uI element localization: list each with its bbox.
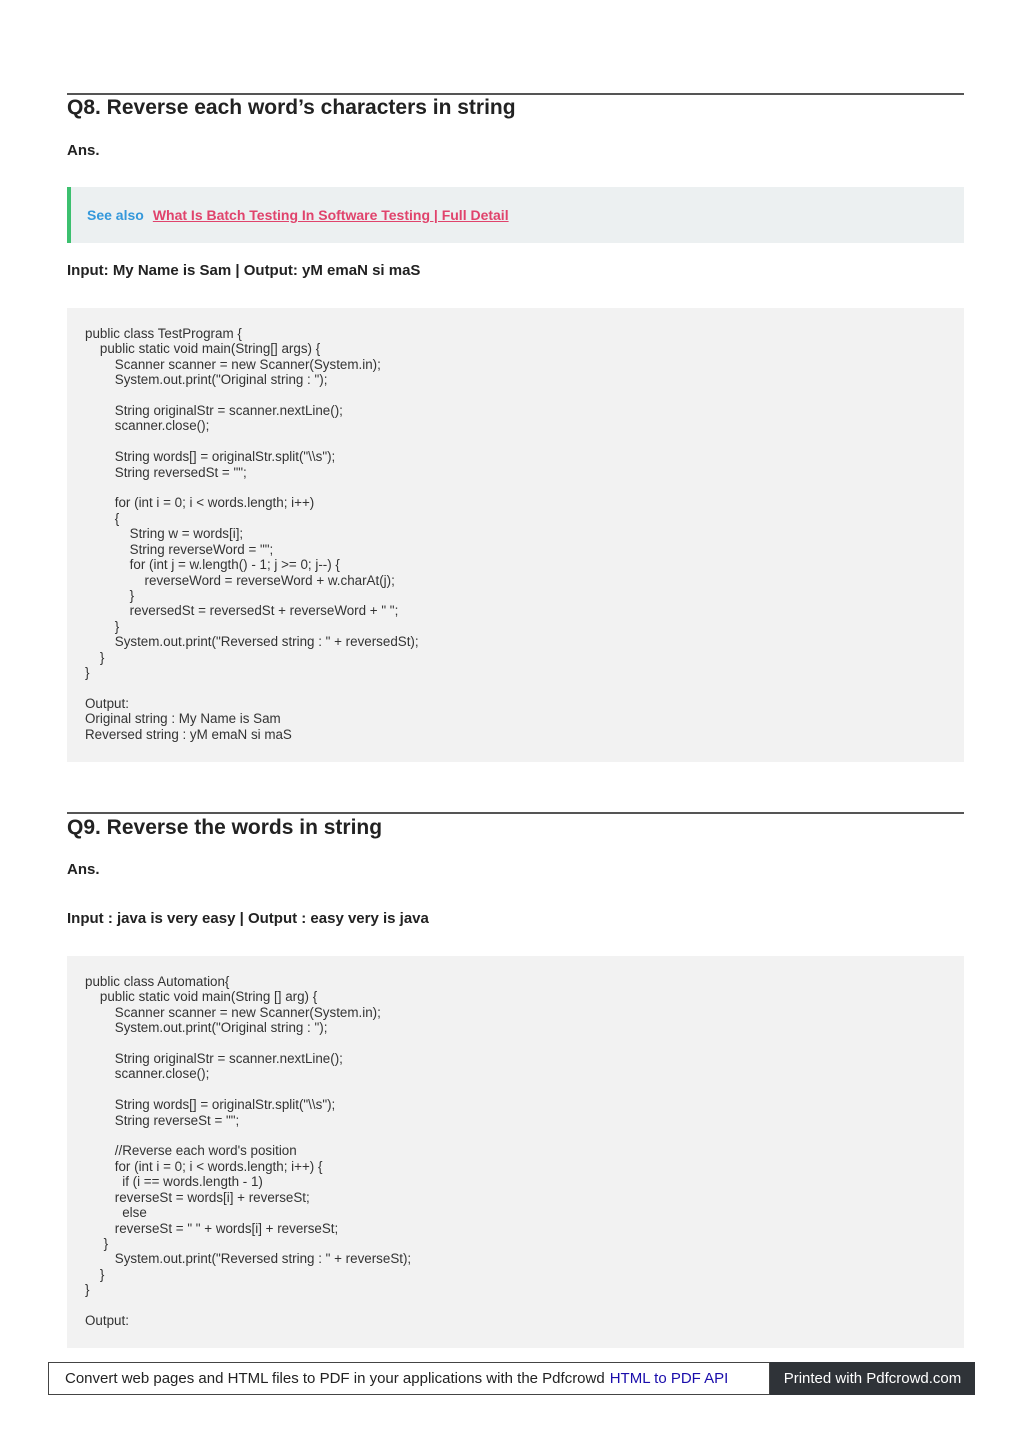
q8-code: public class TestProgram { public static void main(String[] args) { Scanner scanner = new Scanner(System.in); System.out.print("Original string : "); String originalStr = scanner.nextLine(); scanner.close(); String words[] = originalStr.split("\\s"); String reversedSt = ""; for (int i = 0; i < words.length; i++) { String w = words[i]; String reverseWord = ""; for (int j = w.length() - 1; j >= 0; j--) { reverseWord = reverseWord + w.charAt(j); } reversedSt = reversedSt + reverseWord + " "; } System.out.print("Reversed string : " + reversedSt); } } Output: Original string : My Name is Sam Reversed string : yM emaN si maS	[85, 326, 419, 742]
q8-code-block	[67, 308, 964, 762]
q9-code: public class Automation{ public static void main(String [] arg) { Scanner scanner = new Scanner(System.in); System.out.print("Original string : "); String originalStr = scanner.nextLine(); scanner.close(); String words[] = originalStr.split("\\s"); String reverseSt = ""; //Reverse each word's position for (int i = 0; i < words.length; i++) { if (i == words.length - 1) reverseSt = words[i] + reverseSt; else reverseSt = " " + words[i] + reverseSt; } System.out.print("Reversed string : " + reverseSt); } } Output:	[85, 974, 412, 1328]
footer-left	[48, 1362, 770, 1395]
footer-text: Convert web pages and HTML files to PDF in your applications with the Pdfcrowd	[65, 1370, 605, 1387]
see-also-box	[67, 187, 964, 243]
q9-ans-label: Ans.	[67, 861, 100, 878]
q9-heading: Q9. Reverse the words in string	[67, 816, 383, 839]
q9-io-line: Input : java is very easy | Output : easy very is java	[67, 910, 429, 927]
see-also-label: See also	[87, 207, 144, 223]
q8-heading: Q8. Reverse each word’s characters in string	[67, 96, 516, 119]
pdfcrowd-footer	[48, 1362, 975, 1395]
see-also-link[interactable]: What Is Batch Testing In Software Testing | Full Detail	[152, 207, 509, 223]
footer-api-link[interactable]: HTML to PDF API	[609, 1370, 729, 1387]
q8-ans-label: Ans.	[67, 142, 100, 159]
q8-io-line: Input: My Name is Sam | Output: yM emaN si maS	[67, 262, 421, 279]
q9-code-block	[67, 956, 964, 1348]
footer-printed-with[interactable]: Printed with Pdfcrowd.com	[770, 1362, 975, 1395]
section-divider	[67, 812, 964, 814]
